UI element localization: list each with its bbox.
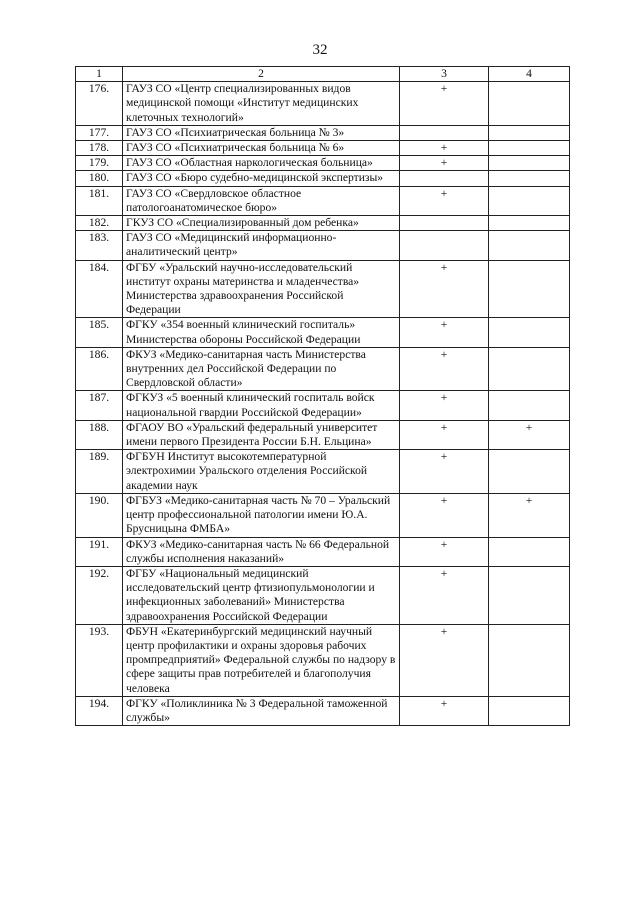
table-header-row [76,67,570,82]
column-4-mark-cell: + [489,420,570,449]
institution-name-cell: ГАУЗ СО «Психиатрическая больница № 3» [123,125,400,140]
column-4-mark-cell [489,624,570,696]
column-4-mark-cell [489,391,570,420]
table-row [76,156,570,171]
table-row [76,141,570,156]
table-row [76,186,570,215]
column-4-mark-cell [489,260,570,318]
column-4-mark-cell [489,696,570,725]
table-row [76,566,570,624]
column-3-mark-cell: + [400,318,489,347]
institution-name-cell: ФГБУН Институт высокотемпературной электрохимии Уральского отделения Российской академии наук [123,450,400,494]
institution-name-cell: ФГБУ «Национальный медицинский исследовательский центр фтизиопульмонологии и инфекционных заболеваний» Министерства здравоохранения Российской Федерации [123,566,400,624]
table-row [76,171,570,186]
institution-name-cell: ФКУЗ «Медико-санитарная часть Министерства внутренних дел Российской Федерации по Свердловской области» [123,347,400,391]
row-number-cell: 181. [76,186,123,215]
table-row [76,450,570,494]
column-3-mark-cell: + [400,493,489,537]
column-4-mark-cell: + [489,493,570,537]
institution-name-cell: ГАУЗ СО «Психиатрическая больница № 6» [123,141,400,156]
column-3-mark-cell: + [400,260,489,318]
column-3-mark-cell: + [400,696,489,725]
row-number-cell: 191. [76,537,123,566]
column-3-mark-cell: + [400,82,489,126]
header-col-2: 2 [123,67,400,82]
column-3-mark-cell: + [400,566,489,624]
table-row [76,125,570,140]
row-number-cell: 186. [76,347,123,391]
institution-name-cell: ФКУЗ «Медико-санитарная часть № 66 Федеральной службы исполнения наказаний» [123,537,400,566]
table-row [76,231,570,260]
institution-name-cell: ФГБУ «Уральский научно-исследовательский институт охраны материнства и младенчества» Министерства здравоохранения Российской Федерации [123,260,400,318]
institution-name-cell: ФГАОУ ВО «Уральский федеральный университет имени первого Президента России Б.Н. Ельцина» [123,420,400,449]
table-row [76,420,570,449]
header-col-4: 4 [489,67,570,82]
institutions-table [75,66,570,726]
column-4-mark-cell [489,216,570,231]
page-number: 32 [312,42,328,58]
table-row [76,318,570,347]
column-3-mark-cell: + [400,537,489,566]
column-3-mark-cell: + [400,186,489,215]
table-row [76,493,570,537]
row-number-cell: 192. [76,566,123,624]
column-3-mark-cell [400,231,489,260]
row-number-cell: 177. [76,125,123,140]
column-4-mark-cell [489,450,570,494]
table-row [76,624,570,696]
row-number-cell: 178. [76,141,123,156]
row-number-cell: 187. [76,391,123,420]
institution-name-cell: ФГКУЗ «5 военный клинический госпиталь войск национальной гвардии Российской Федерации» [123,391,400,420]
institution-name-cell: ФГКУ «Поликлиника № 3 Федеральной таможенной службы» [123,696,400,725]
column-4-mark-cell [489,537,570,566]
row-number-cell: 190. [76,493,123,537]
row-number-cell: 188. [76,420,123,449]
row-number-cell: 176. [76,82,123,126]
column-3-mark-cell: + [400,141,489,156]
table-row [76,391,570,420]
column-4-mark-cell [489,231,570,260]
column-3-mark-cell: + [400,624,489,696]
institution-name-cell: ГАУЗ СО «Областная наркологическая больница» [123,156,400,171]
header-col-1: 1 [76,67,123,82]
row-number-cell: 180. [76,171,123,186]
row-number-cell: 183. [76,231,123,260]
row-number-cell: 184. [76,260,123,318]
column-4-mark-cell [489,141,570,156]
row-number-cell: 193. [76,624,123,696]
table-row [76,260,570,318]
institution-name-cell: ГАУЗ СО «Свердловское областное патологоанатомическое бюро» [123,186,400,215]
column-3-mark-cell [400,216,489,231]
row-number-cell: 185. [76,318,123,347]
row-number-cell: 194. [76,696,123,725]
column-4-mark-cell [489,156,570,171]
row-number-cell: 179. [76,156,123,171]
column-4-mark-cell [489,82,570,126]
column-3-mark-cell: + [400,420,489,449]
column-3-mark-cell: + [400,156,489,171]
table-row [76,347,570,391]
table-row [76,82,570,126]
column-4-mark-cell [489,171,570,186]
institution-name-cell: ФГКУ «354 военный клинический госпиталь» Министерства обороны Российской Федерации [123,318,400,347]
header-col-3: 3 [400,67,489,82]
column-3-mark-cell [400,125,489,140]
column-4-mark-cell [489,347,570,391]
row-number-cell: 189. [76,450,123,494]
column-3-mark-cell: + [400,450,489,494]
institution-name-cell: ГАУЗ СО «Медицинский информационно-аналитический центр» [123,231,400,260]
column-3-mark-cell [400,171,489,186]
table-row [76,696,570,725]
column-4-mark-cell [489,125,570,140]
institution-name-cell: ФБУН «Екатеринбургский медицинский научный центр профилактики и охраны здоровья рабочих промпредприятий» Федеральной службы по надзору в сфере защиты прав потребителей и благополучия человека [123,624,400,696]
row-number-cell: 182. [76,216,123,231]
table-row [76,216,570,231]
column-4-mark-cell [489,566,570,624]
column-3-mark-cell: + [400,347,489,391]
column-3-mark-cell: + [400,391,489,420]
institution-name-cell: ГАУЗ СО «Бюро судебно-медицинской экспертизы» [123,171,400,186]
column-4-mark-cell [489,186,570,215]
institution-name-cell: ФГБУЗ «Медико-санитарная часть № 70 – Уральский центр профессиональной патологии имени Ю.А. Брусницына ФМБА» [123,493,400,537]
institution-name-cell: ГКУЗ СО «Специализированный дом ребенка» [123,216,400,231]
table-row [76,537,570,566]
institution-name-cell: ГАУЗ СО «Центр специализированных видов медицинской помощи «Институт медицинских клеточных технологий» [123,82,400,126]
column-4-mark-cell [489,318,570,347]
